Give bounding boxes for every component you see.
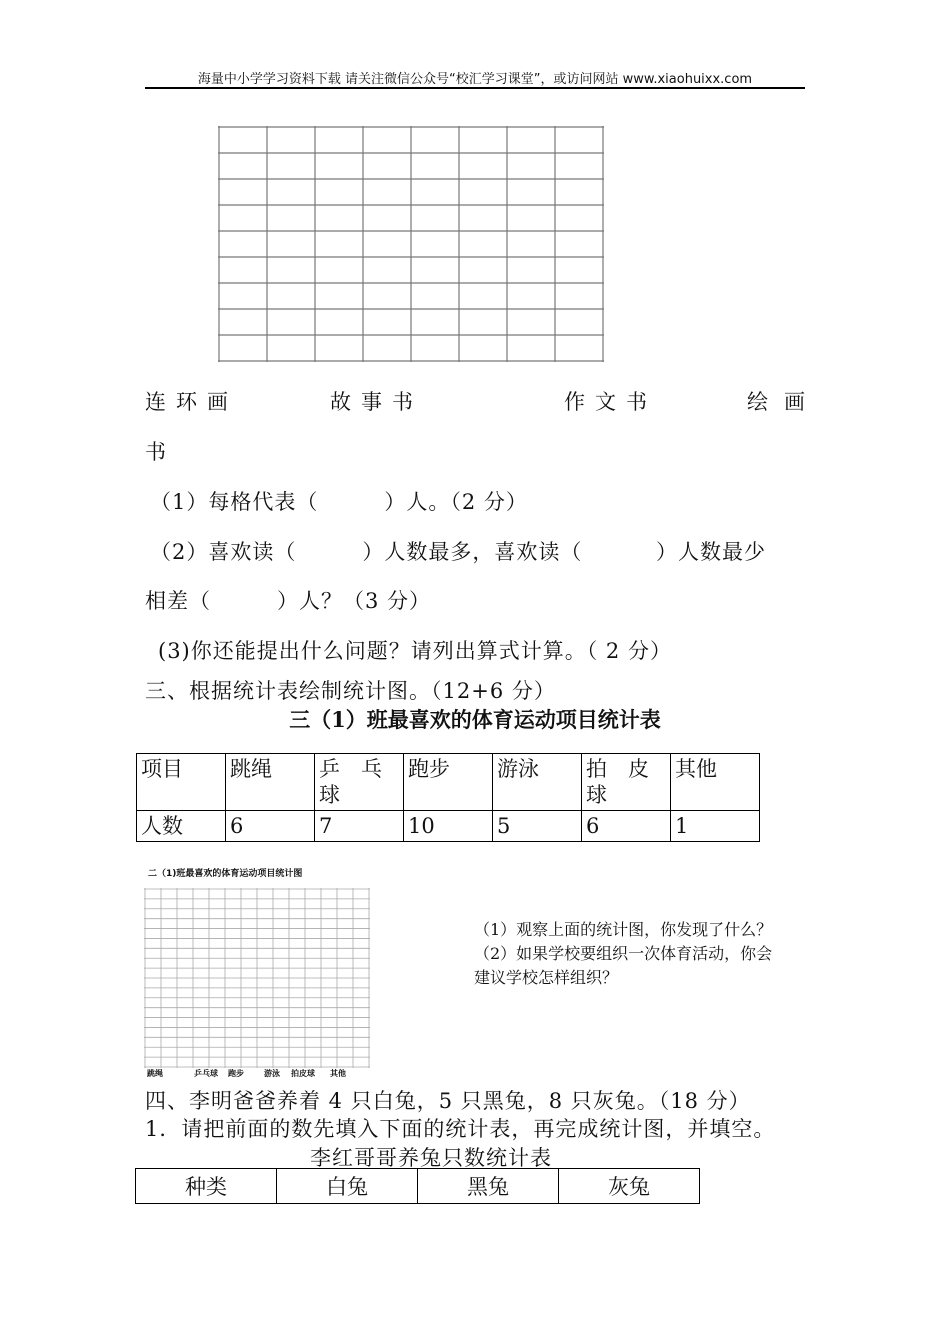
table-cell: 白兔 [277,1169,418,1204]
chart-xlabel: 游泳 [264,1069,280,1078]
chart-xlabel: 乒乓球 [194,1069,218,1078]
category-label-drawing-wrap: 书 [145,440,167,464]
table-cell: 人数 [137,811,226,842]
table-row [137,811,760,842]
rabbit-stats-table [135,1168,700,1204]
chart-xlabel: 跑步 [228,1069,244,1078]
table-cell: 6 [582,811,671,842]
table-cell: 5 [493,811,582,842]
chart-question-2: （2）如果学校要组织一次体育活动，你会 [474,944,773,963]
header-rule [145,87,805,89]
question-2-cont: 相差（ ）人？（3 分） [145,589,432,613]
table-cell: 乒 乓球 [315,754,404,811]
question-1: （1）每格代表（ ）人。（2 分） [150,490,528,514]
table-cell: 7 [315,811,404,842]
table-cell: 拍 皮球 [582,754,671,811]
category-label-essay: 作文书 [564,390,657,414]
category-label-comic: 连环画 [145,390,238,414]
chart-xlabel: 其他 [330,1069,346,1078]
chart-question-2-cont: 建议学校怎样组织？ [474,968,619,987]
chart-title: 二（1)班最喜欢的体育运动项目统计图 [148,869,303,879]
table-cell: 1 [671,811,760,842]
top-empty-grid [218,126,604,362]
chart-xlabel: 跳绳 [147,1069,163,1078]
table-row [136,1169,700,1204]
question-3: (3)你还能提出什么问题？请列出算式计算。（ 2 分） [158,639,672,663]
sport-stats-table [136,753,760,842]
rabbit-table-title: 李红哥哥养兔只数统计表 [310,1146,552,1170]
table-cell: 跳绳 [226,754,315,811]
table-cell: 游泳 [493,754,582,811]
page-header: 海量中小学学习资料下载 请关注微信公众号“校汇学习课堂”，或访问网站 www.xiaohuixx.com [197,72,753,87]
section3-heading: 三、根据统计表绘制统计图。（12+6 分） [145,679,556,703]
section4-instruction: 1．请把前面的数先填入下面的统计表，再完成统计图，并填空。 [145,1117,776,1141]
chart-xlabel: 拍皮球 [291,1069,315,1078]
chart-question-1: （1）观察上面的统计图，你发现了什么？ [474,920,773,939]
question-2: （2）喜欢读（ ）人数最多，喜欢读（ ）人数最少 [150,540,767,564]
section4-heading: 四、李明爸爸养着 4 只白兔，5 只黑兔，8 只灰兔。（18 分） [145,1089,751,1113]
category-label-storybook: 故事书 [330,390,423,414]
table-cell: 黑兔 [418,1169,559,1204]
category-label-drawing: 绘画 [747,390,821,414]
sport-chart-grid [144,888,370,1068]
sport-table-title: 三（1）班最喜欢的体育运动项目统计表 [289,707,661,732]
table-row [137,754,760,811]
table-cell: 10 [404,811,493,842]
table-cell: 其他 [671,754,760,811]
table-cell: 6 [226,811,315,842]
table-cell: 种类 [136,1169,277,1204]
table-cell: 跑步 [404,754,493,811]
table-cell: 灰兔 [559,1169,700,1204]
table-cell: 项目 [137,754,226,811]
